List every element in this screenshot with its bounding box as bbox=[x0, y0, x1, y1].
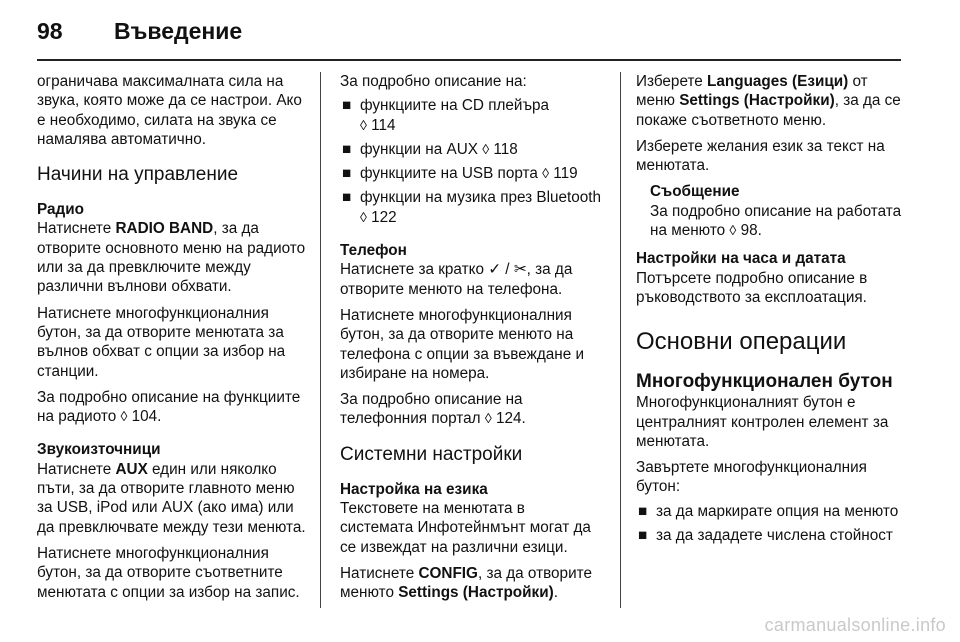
sources-paragraph-1: Натиснете AUX един или няколко пъти, за да отворите главното меню за USB, iPod или AUX (ако има) или да превключвате между тези менюта. bbox=[37, 460, 306, 536]
reference-icon: ◊ bbox=[542, 165, 550, 182]
list-item: ■ за да зададете числена стойност bbox=[638, 527, 893, 545]
settings-menu-label: Settings (Настройки) bbox=[679, 92, 835, 110]
languages-paragraph: Изберете Languages (Езици) от меню Settings (Настройки), за да се покаже съответното меню. bbox=[636, 73, 901, 129]
language-heading: Настройка на езика bbox=[340, 480, 488, 498]
note-text: За подробно описание на работата на менюто ◊ 98. bbox=[650, 202, 902, 240]
multifunction-list bbox=[636, 502, 904, 546]
chapter-title: Въведение bbox=[114, 18, 243, 44]
phone-mute-icon: ✂ bbox=[513, 261, 527, 279]
header-rule bbox=[37, 59, 901, 61]
note-heading: Съобщение bbox=[650, 183, 740, 201]
select-language-paragraph: Изберете желания език за текст на менютата. bbox=[636, 137, 885, 175]
radio-paragraph-3: За подробно описание на функциите на радиото ◊ 104. bbox=[37, 388, 301, 426]
bullet-icon: ■ bbox=[342, 189, 352, 207]
bullet-icon: ■ bbox=[342, 140, 352, 158]
controls-heading: Начини на управление bbox=[37, 164, 239, 186]
bullet-icon: ■ bbox=[638, 502, 648, 520]
radio-heading: Радио bbox=[37, 201, 84, 219]
watermark: carmanualsonline.info bbox=[764, 615, 946, 635]
list-item: ■ функции на музика през Bluetooth ◊ 122 bbox=[342, 189, 602, 226]
sources-heading: Звукоизточници bbox=[37, 441, 161, 459]
column-1 bbox=[37, 72, 307, 609]
settings-menu-label: Settings (Настройки) bbox=[398, 584, 554, 602]
phone-paragraph-2: Натиснете многофункционалния бутон, за да отворите менюто на телефона с опции за въвеждане и избиране на номера. bbox=[340, 306, 585, 382]
sources-paragraph-2: Натиснете многофункционалния бутон, за да отворите съответните менютата с опции за избор на запис. bbox=[37, 544, 300, 601]
page-header bbox=[0, 0, 960, 60]
intro-paragraph: ограничава максималната сила на звука, която може да се настрои. Ако е необходимо, силата на звука се намалява автоматично. bbox=[37, 73, 302, 148]
bullet-icon: ■ bbox=[638, 527, 648, 545]
language-paragraph-1: Текстовете на менютата в системата Инфотейнмънт могат да се извеждат на различни езици. bbox=[340, 500, 591, 556]
clock-heading: Настройки на часа и датата bbox=[636, 250, 846, 268]
note-box bbox=[636, 182, 904, 240]
column-divider bbox=[320, 72, 321, 608]
detail-list bbox=[340, 96, 602, 227]
reference-icon: ◊ bbox=[482, 140, 490, 157]
multifunction-paragraph-1: Многофункционалният бутон е централният контролен елемент за менютата. bbox=[636, 394, 889, 450]
column-divider bbox=[620, 72, 621, 608]
list-item: ■ функциите на CD плейъра ◊ 114 bbox=[342, 97, 550, 134]
basic-operations-heading: Основни операции bbox=[636, 328, 847, 356]
reference-icon: ◊ bbox=[120, 408, 128, 425]
list-item: ■ функции на AUX ◊ 118 bbox=[342, 140, 518, 158]
list-item: ■ за да маркирате опция на менюто bbox=[638, 502, 899, 520]
bullet-icon: ■ bbox=[342, 97, 352, 115]
aux-key: AUX bbox=[115, 460, 148, 478]
phone-heading: Телефон bbox=[340, 242, 407, 260]
languages-menu-label: Languages (Езици) bbox=[707, 73, 849, 90]
language-paragraph-2: Натиснете CONFIG, за да отворите менюто Settings (Настройки). bbox=[340, 564, 592, 602]
reference-icon: ◊ bbox=[484, 410, 492, 427]
phone-paragraph-1: Натиснете за кратко ✓ / ✂, за да отворите менюто на телефона. bbox=[340, 261, 573, 298]
radio-band-key: RADIO BAND bbox=[115, 220, 214, 238]
phone-icon: ✓ bbox=[488, 261, 502, 279]
reference-icon: ◊ bbox=[360, 116, 367, 133]
list-item: ■ функциите на USB порта ◊ 119 bbox=[342, 165, 578, 183]
reference-icon: ◊ bbox=[360, 208, 367, 225]
reference-icon: ◊ bbox=[729, 222, 737, 239]
multifunction-heading: Многофункционален бутон bbox=[636, 371, 893, 393]
bullet-icon: ■ bbox=[342, 165, 352, 183]
column-3 bbox=[636, 72, 904, 551]
multifunction-paragraph-2: Завъртете многофункционалния бутон: bbox=[636, 459, 867, 496]
system-settings-heading: Системни настройки bbox=[340, 443, 523, 465]
config-key: CONFIG bbox=[418, 564, 478, 582]
radio-paragraph-2: Натиснете многофункционалния бутон, за да отворите менютата за вълнов обхват с опции за избор на станции. bbox=[37, 304, 286, 380]
detail-intro: За подробно описание на: bbox=[340, 73, 527, 90]
clock-paragraph: Потърсете подробно описание в ръководството за експлоатация. bbox=[636, 269, 868, 306]
column-2 bbox=[340, 72, 602, 610]
radio-paragraph-1: Натиснете RADIO BAND, за да отворите основното меню на радиото или за да превключите между различни вълнови обхвати. bbox=[37, 220, 306, 296]
page-number: 98 bbox=[37, 18, 63, 44]
phone-paragraph-3: За подробно описание на телефонния портал ◊ 124. bbox=[340, 391, 526, 428]
